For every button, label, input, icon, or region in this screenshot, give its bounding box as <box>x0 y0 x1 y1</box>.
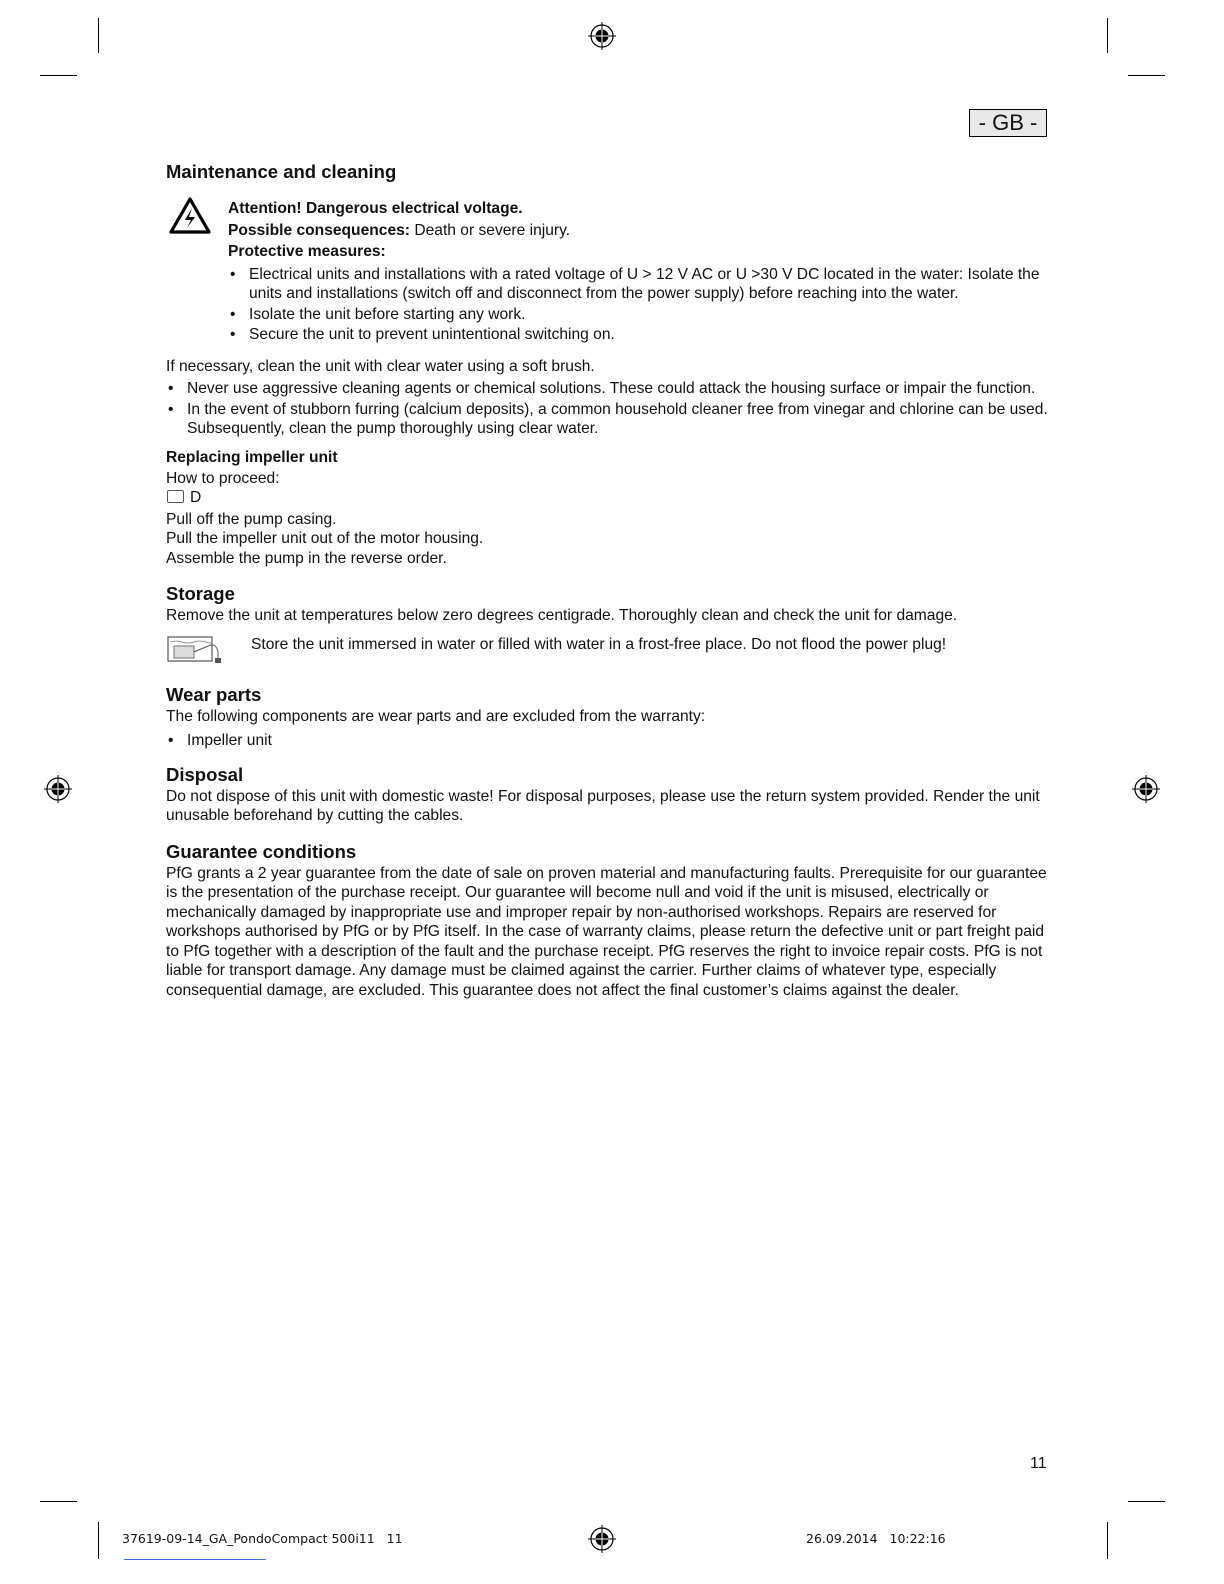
crop-mark <box>1107 18 1108 53</box>
registration-mark-icon <box>588 22 616 50</box>
list-item: • In the event of stubborn furring (calcium deposits), a common household cleaner free from vinegar and chlorine can be used. Subsequently, clean the pump thoroughly using clear water. <box>166 400 1050 439</box>
list-item: • Electrical units and installations with a rated voltage of U > 12 V AC or U >30 V DC located in the water: Isolate the units and installations (switch off and disconnect from the power supply) before reaching into the water. <box>228 265 1050 304</box>
list-item: • Secure the unit to prevent unintentional switching on. <box>228 325 1050 345</box>
consequences-line <box>228 221 1050 241</box>
guarantee-text: PfG grants a 2 year guarantee from the date of sale on proven material and manufacturing faults. Prerequisite for our guarantee is the presentation of the purchase receipt. Our guarantee will become null and void if the unit is misused, electrically or mechanically damaged by inappropriate use and improper repair by non-authorised workshops. Repairs are reserved for workshops authorised by PfG or by PfG itself. In the case of warranty claims, please return the defective unit or part freight paid to PfG together with a description of the fault and the purchase receipt. PfG reserves the right to invoice repair costs. PfG is not liable for transport damage. Any damage must be claimed against the carrier. Further claims of whatever type, especially consequential damage, are excluded. This guarantee does not affect the final customer’s claims against the dealer. <box>166 864 1047 999</box>
disposal-text: Do not dispose of this unit with domestic waste! For disposal purposes, please use the return system provided. Render the unit unusable beforehand by cutting the cables. <box>166 787 1040 824</box>
measures-label: Protective measures: <box>228 243 386 260</box>
impeller-intro: How to proceed: <box>166 469 280 487</box>
language-tag: - GB - <box>969 109 1047 137</box>
crop-mark <box>98 1522 99 1559</box>
footer-datetime: 26.09.2014 10:22:16 <box>806 1531 946 1546</box>
section-title-guarantee: Guarantee conditions <box>166 840 357 862</box>
section-title-impeller: Replacing impeller unit <box>166 448 338 466</box>
crop-mark <box>1107 1522 1108 1559</box>
impeller-step: Pull off the pump casing. <box>166 510 337 528</box>
wear-list <box>166 731 1050 751</box>
section-title-disposal: Disposal <box>166 763 244 785</box>
section-title-wear: Wear parts <box>166 683 262 705</box>
figure-reference-icon <box>167 490 184 503</box>
warning-block <box>166 199 1050 345</box>
electrical-hazard-icon <box>168 196 212 236</box>
attention-text: Attention! Dangerous electrical voltage. <box>228 200 523 217</box>
consequences-text: Death or severe injury. <box>410 221 571 239</box>
list-item: • Never use aggressive cleaning agents or chemical solutions. These could attack the housing surface or impair the function. <box>166 379 1050 399</box>
registration-mark-icon <box>44 775 72 803</box>
crop-mark <box>40 75 77 76</box>
footer-file: 37619-09-14_GA_PondoCompact 500i11 11 <box>122 1531 403 1546</box>
clean-list <box>166 379 1050 439</box>
list-item: • Impeller unit <box>166 731 1050 751</box>
impeller-step: Assemble the pump in the reverse order. <box>166 549 447 567</box>
wear-text: The following components are wear parts and are excluded from the warranty: <box>166 707 706 725</box>
storage-text: Remove the unit at temperatures below zero degrees centigrade. Thoroughly clean and check the unit for damage. <box>166 607 958 624</box>
clean-intro: If necessary, clean the unit with clear water using a soft brush. <box>166 357 595 375</box>
impeller-step: Pull the impeller unit out of the motor housing. <box>166 530 484 547</box>
figure-ref-label: D <box>190 489 202 506</box>
consequences-label: Possible consequences: <box>228 221 410 239</box>
footer-rule <box>124 1559 266 1560</box>
measures-list <box>228 265 1050 345</box>
registration-mark-icon <box>588 1525 616 1553</box>
section-title-storage: Storage <box>166 583 235 604</box>
crop-mark <box>98 18 99 53</box>
list-item: • Isolate the unit before starting any work. <box>228 305 1050 325</box>
crop-mark <box>1128 75 1165 76</box>
storage-note <box>166 635 1050 667</box>
storage-note-text: Store the unit immersed in water or filled with water in a frost-free place. Do not flood the power plug! <box>251 635 947 653</box>
crop-mark <box>40 1501 77 1502</box>
figure-reference <box>166 488 1050 508</box>
crop-mark <box>1128 1501 1165 1502</box>
page-content <box>166 160 1050 1000</box>
registration-mark-icon <box>1132 775 1160 803</box>
page-number: 11 <box>1030 1455 1047 1472</box>
section-title-maintenance: Maintenance and cleaning <box>166 161 397 182</box>
frost-free-storage-icon <box>166 632 224 666</box>
